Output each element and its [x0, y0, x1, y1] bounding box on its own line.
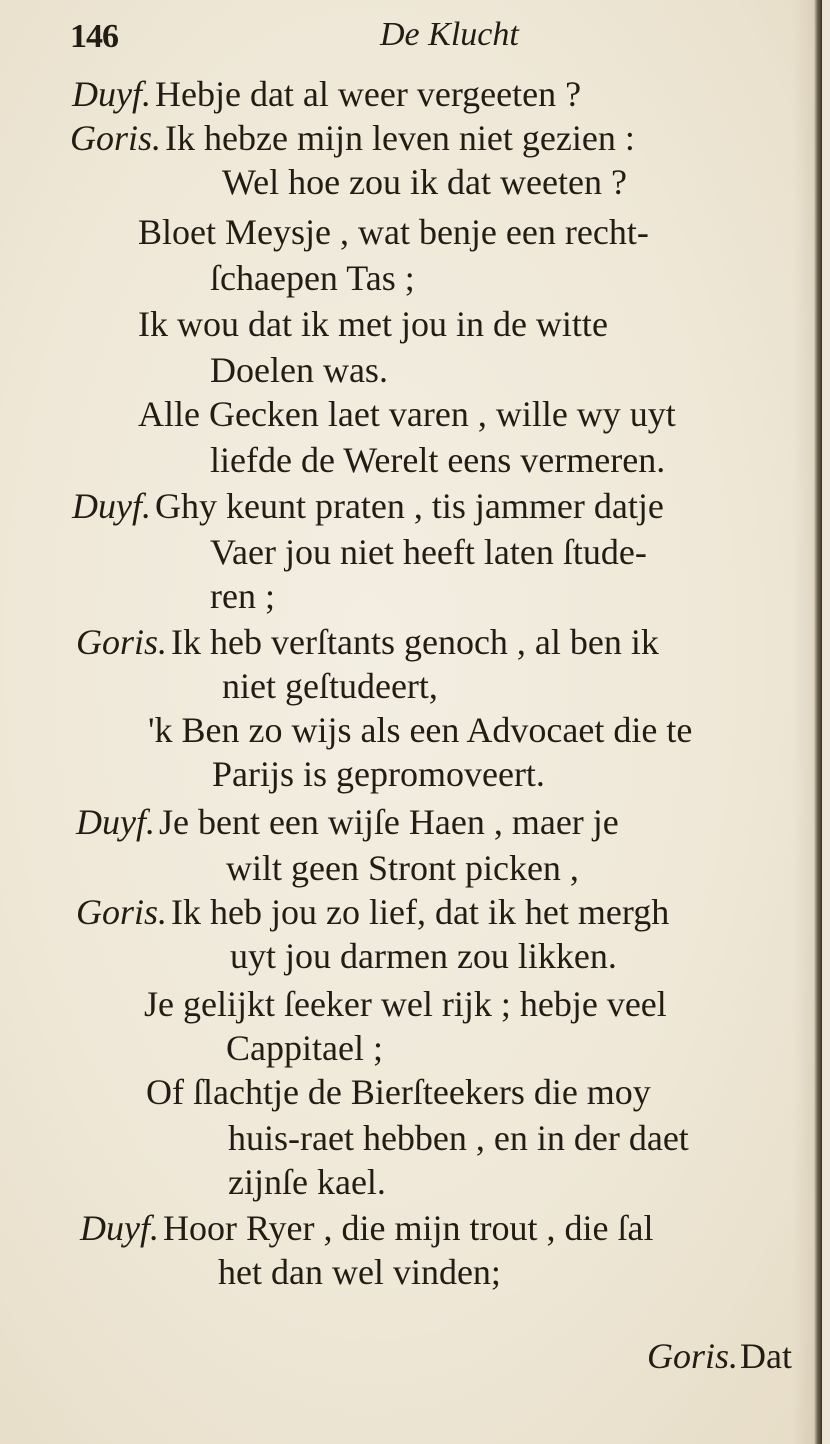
- verse-line: [72, 484, 664, 528]
- line-text: wilt geen Stront picken ,: [226, 848, 579, 888]
- catchword: [647, 1335, 792, 1377]
- verse-line: [228, 1160, 386, 1204]
- verse-line: [218, 1250, 501, 1294]
- speaker-label: Goris.: [70, 118, 162, 158]
- line-text: Ik hebze mijn leven niet gezien :: [165, 118, 635, 158]
- verse-line: [210, 530, 647, 574]
- verse-line: [76, 890, 669, 934]
- verse-line: [226, 1026, 383, 1070]
- line-text: Alle Gecken laet varen , wille wy uyt: [138, 394, 676, 434]
- speaker-label: Duyf.: [72, 74, 151, 114]
- line-text: Cappitael ;: [226, 1028, 383, 1068]
- speaker-label: Duyf.: [80, 1208, 159, 1248]
- line-text: 'k Ben zo wijs als een Advocaet die te: [148, 710, 693, 750]
- line-text: Wel hoe zou ik dat weeten ?: [222, 162, 627, 202]
- line-text: huis-raet hebben , en in der daet: [228, 1118, 689, 1158]
- line-text: Je bent een wijſe Haen , maer je: [158, 802, 619, 842]
- verse-line: [138, 210, 649, 254]
- line-text: Vaer jou niet heeft laten ſtude-: [210, 532, 647, 572]
- line-text: Hebje dat al weer vergeeten ?: [154, 74, 582, 114]
- verse-line: [226, 846, 579, 890]
- verse-line: [148, 708, 692, 752]
- line-text: Of ſlachtje de Bierſteekers die moy: [146, 1072, 651, 1112]
- line-text: Bloet Meysje , wat benje een recht-: [138, 212, 649, 252]
- line-text: Ik heb verſtants genoch , al ben ik: [171, 622, 659, 662]
- speaker-label: Goris.: [646, 1336, 739, 1376]
- verse-line: [222, 664, 438, 708]
- page-header: [0, 14, 822, 64]
- verse-line: [210, 438, 665, 482]
- verse-line: [80, 1206, 653, 1250]
- verse-line: [228, 1116, 689, 1160]
- line-text: Ghy keunt praten , tis jammer datje: [154, 486, 664, 526]
- line-text: Hoor Ryer , die mijn trout , die ſal: [162, 1208, 654, 1248]
- verse-line: [138, 302, 608, 346]
- verse-line: [210, 348, 388, 392]
- running-head: De Klucht: [380, 16, 519, 53]
- line-text: Doelen was.: [210, 350, 388, 390]
- line-text: niet geſtudeert,: [222, 666, 438, 706]
- page-number: 146: [70, 18, 118, 55]
- verse-line: [72, 72, 581, 116]
- verse-line: [76, 620, 659, 664]
- catchword-text: Dat: [740, 1336, 792, 1376]
- verse-line: [138, 392, 676, 436]
- verse-line: [210, 574, 275, 618]
- line-text: ſchaepen Tas ;: [210, 258, 415, 298]
- line-text: het dan wel vinden;: [218, 1252, 501, 1292]
- speaker-label: Goris.: [76, 622, 168, 662]
- page-edge-shadow: [792, 0, 814, 1444]
- verse-line: [70, 116, 635, 160]
- verse-line: [212, 752, 545, 796]
- verse-line: [230, 934, 617, 978]
- line-text: uyt jou darmen zou likken.: [230, 936, 617, 976]
- book-edge: [814, 0, 822, 1444]
- line-text: Parijs is gepromoveert.: [212, 754, 545, 794]
- speaker-label: Duyf.: [72, 486, 151, 526]
- line-text: ren ;: [210, 576, 275, 616]
- verse-line: [210, 256, 415, 300]
- speaker-label: Duyf.: [76, 802, 155, 842]
- line-text: liefde de Werelt eens vermeren.: [210, 440, 666, 480]
- verse-line: [76, 800, 619, 844]
- verse-line: [222, 160, 627, 204]
- line-text: zijnſe kael.: [228, 1162, 386, 1202]
- line-text: Ik wou dat ik met jou in de witte: [138, 304, 608, 344]
- line-text: Je gelijkt ſeeker wel rijk ; hebje veel: [144, 984, 667, 1024]
- line-text: Ik heb jou zo lief, dat ik het mergh: [171, 892, 670, 932]
- speaker-label: Goris.: [76, 892, 168, 932]
- verse-line: [146, 1070, 651, 1114]
- verse-line: [144, 982, 667, 1026]
